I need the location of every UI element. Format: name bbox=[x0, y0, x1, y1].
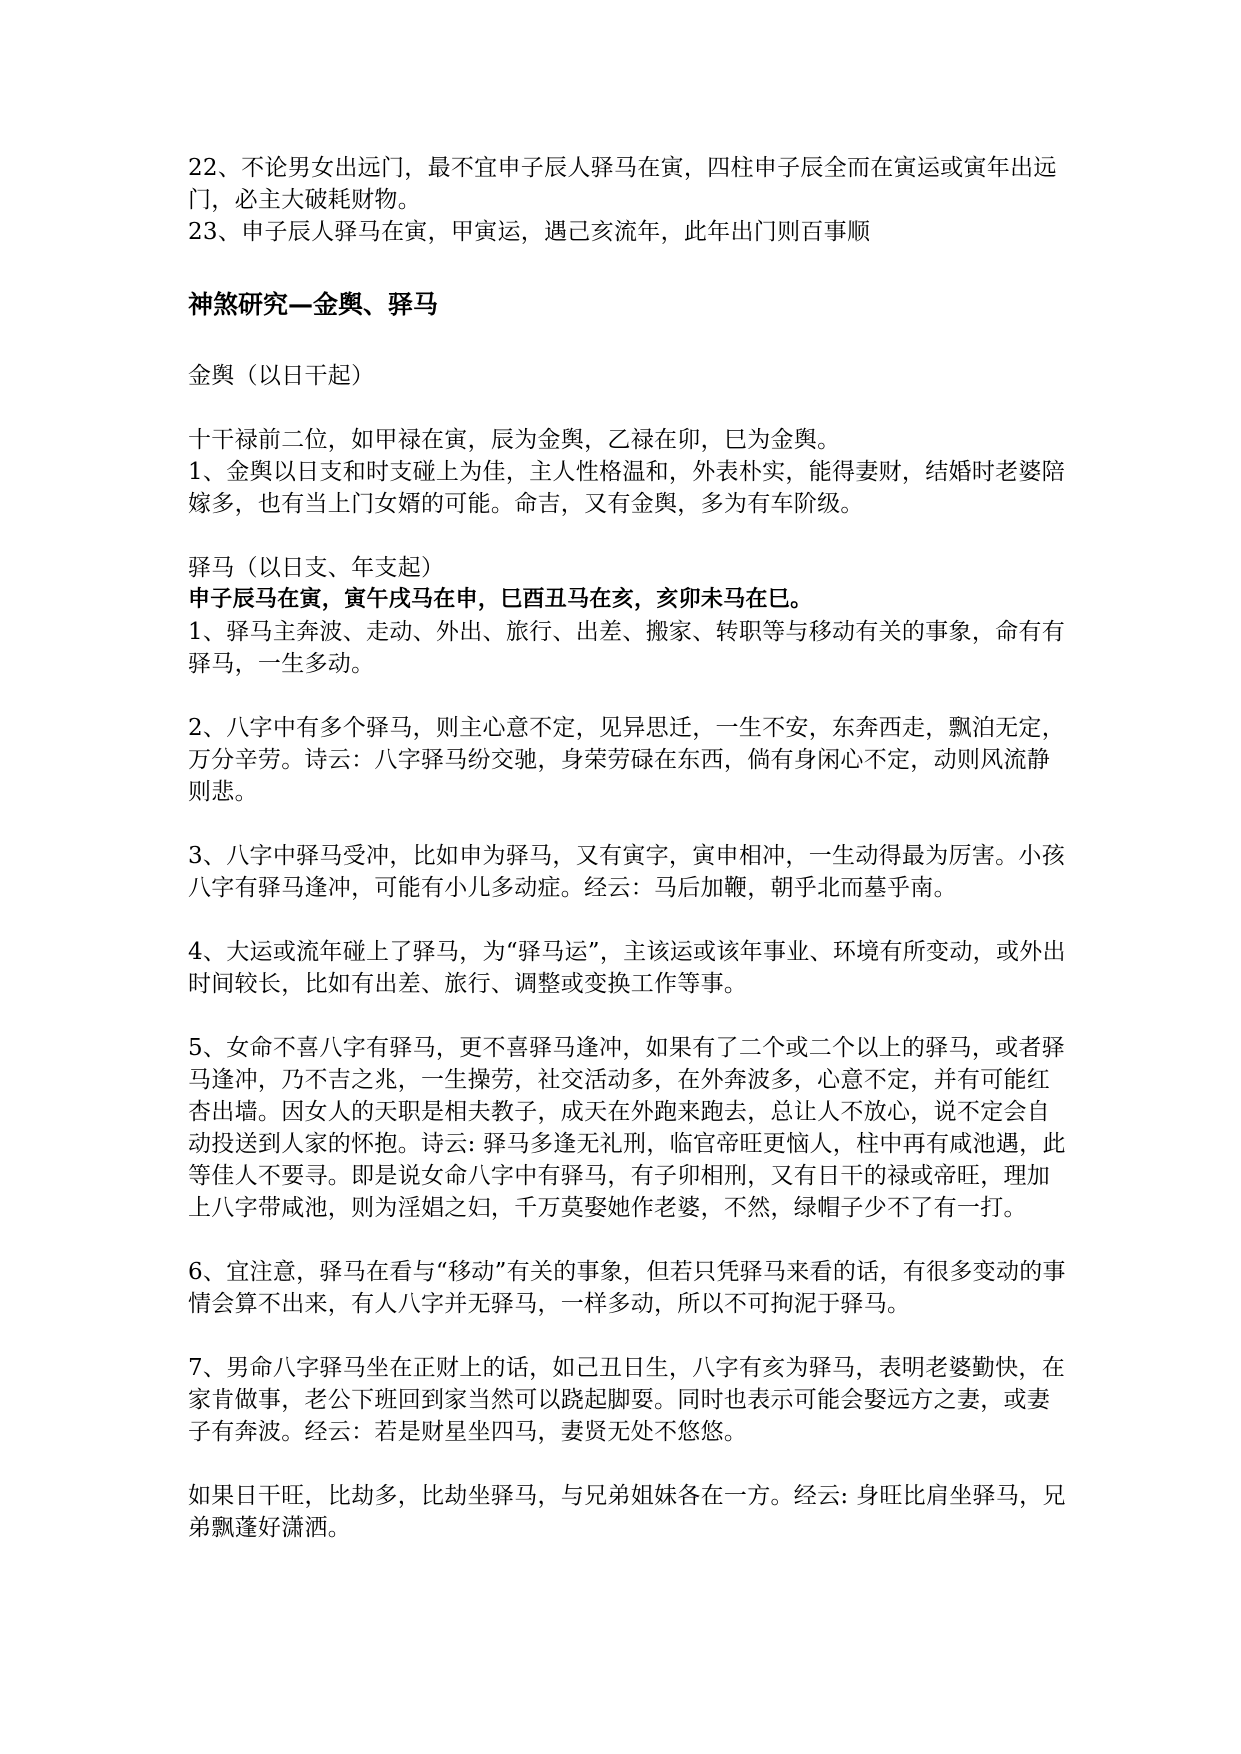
yima-heading: 驿马（以日支、年支起） bbox=[188, 555, 445, 581]
yima-item-5: 5、女命不喜八字有驿马，更不喜驿马逢冲，如果有了二个或二个以上的驿马，或者驿马逢冲，乃不吉之兆，一生操劳，社交活动多，在外奔波多，心意不定，并有可能红杏出墙。因女人的天职是相夫教子，成天在外跑来跑去，总让人不放心，说不定会自动投送到人家的怀抱。诗云: 驿马多逢无礼刑，临官帝旺更恼人，柱中再有咸池遇，此等佳人不要寻。即是说女命八字中有驿马，有子卯相刑，又有日干的禄或帝旺，理加上八字带咸池，则为淫娼之妇，千万莫娶她作老婆，不然，绿帽子少不了有一打。 bbox=[188, 1035, 1066, 1221]
jinyu-heading: 金舆（以日干起） bbox=[188, 363, 375, 389]
yima-item-6: 6、宜注意，驿马在看与“移动”有关的事象，但若只凭驿马来看的话，有很多变动的事情会算不出来，有人八字并无驿马，一样多动，所以不可拘泥于驿马。 bbox=[188, 1259, 1066, 1317]
yima-item-3: 3、八字中驿马受冲，比如申为驿马，又有寅字，寅申相冲，一生动得最为厉害。小孩八字有驿马逢冲，可能有小儿多动症。经云：马后加鞭，朝乎北而墓乎南。 bbox=[188, 843, 1066, 901]
yima-item-2: 2、八字中有多个驿马，则主心意不定，见异思迁，一生不安，东奔西走，飘泊无定，万分辛劳。诗云：八字驿马纷交驰，身荣劳碌在东西，倘有身闲心不定，动则风流静则悲。 bbox=[188, 715, 1066, 805]
paragraph-22: 22、不论男女出远门，最不宜申子辰人驿马在寅，四柱申子辰全而在寅运或寅年出远门，必主大破耗财物。 bbox=[188, 155, 1057, 213]
yima-item-1: 1、驿马主奔波、走动、外出、旅行、出差、搬家、转职等与移动有关的事象，命有有驿马，一生多动。 bbox=[188, 619, 1066, 677]
yima-rule: 申子辰马在寅，寅午戌马在申，巳酉丑马在亥，亥卯未马在巳。 bbox=[188, 587, 813, 612]
jinyu-rule: 十干禄前二位，如甲禄在寅，辰为金舆，乙禄在卯，巳为金舆。 bbox=[188, 427, 841, 453]
jinyu-item-1: 1、金舆以日支和时支碰上为佳，主人性格温和，外表朴实，能得妻财，结婚时老婆陪嫁多，也有当上门女婿的可能。命吉，又有金舆，多为有车阶级。 bbox=[188, 459, 1066, 517]
paragraph-23: 23、申子辰人驿马在寅，甲寅运，遇己亥流年，此年出门则百事顺 bbox=[188, 219, 871, 245]
yima-item-4: 4、大运或流年碰上了驿马，为“驿马运”，主该运或该年事业、环境有所变动，或外出时间较长，比如有出差、旅行、调整或变换工作等事。 bbox=[188, 939, 1066, 997]
section-title: 神煞研究—金舆、驿马 bbox=[188, 290, 439, 319]
yima-item-7: 7、男命八字驿马坐在正财上的话，如己丑日生，八字有亥为驿马，表明老婆勤快，在家肯做事，老公下班回到家当然可以跷起脚耍。同时也表示可能会娶远方之妻，或妻子有奔波。经云：若是财星坐四马，妻贤无处不悠悠。 bbox=[188, 1355, 1066, 1445]
yima-item-8: 如果日干旺，比劫多，比劫坐驿马，与兄弟姐妹各在一方。经云: 身旺比肩坐驿马，兄弟飘蓬好潇洒。 bbox=[188, 1483, 1066, 1541]
document-page bbox=[188, 152, 1068, 1544]
